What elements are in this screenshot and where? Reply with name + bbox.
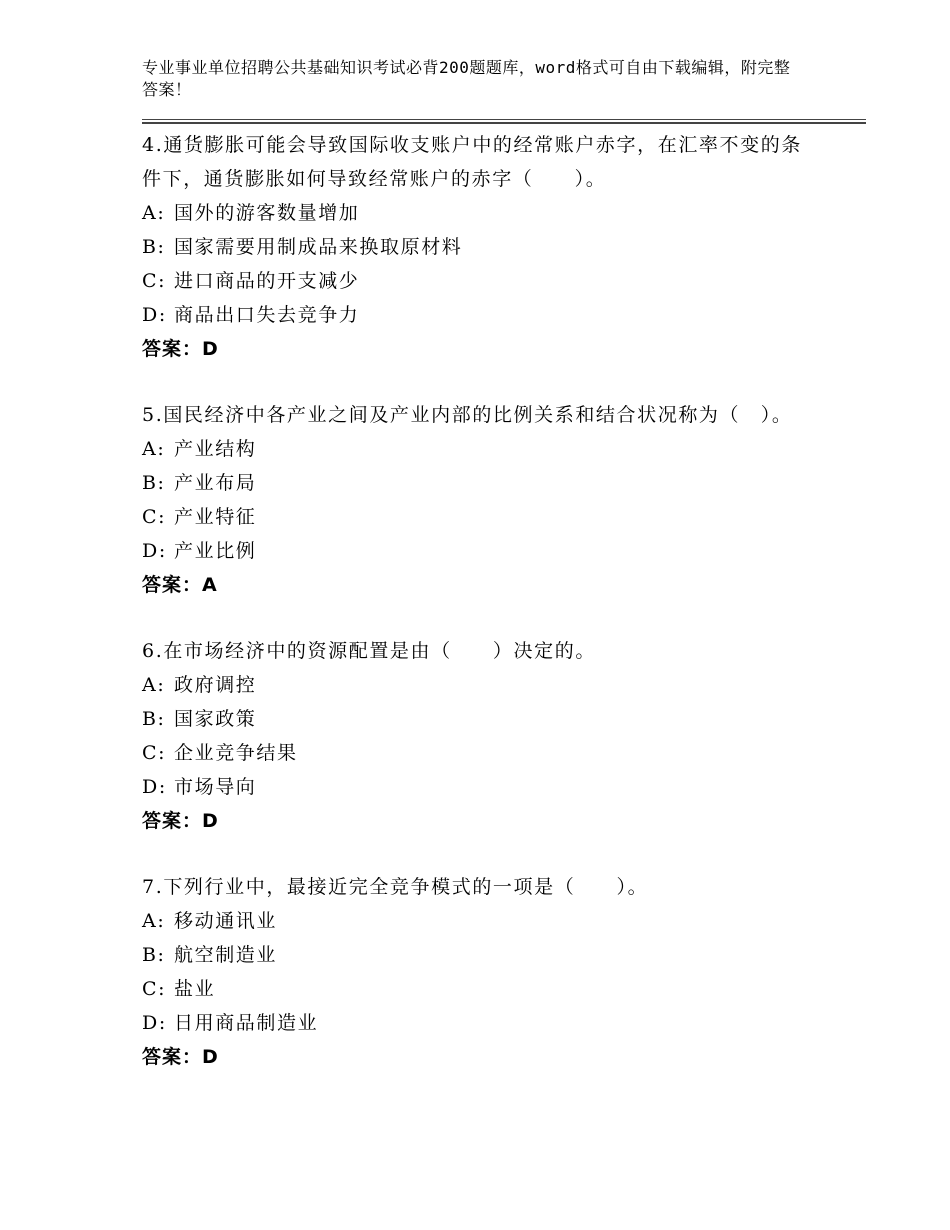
- option-text: 进口商品的开支减少: [174, 270, 360, 292]
- option-letter: D:: [142, 1012, 167, 1034]
- answer-line: [142, 804, 802, 838]
- option-text: 市场导向: [174, 776, 257, 798]
- option-c: [142, 500, 802, 534]
- option-letter: B:: [142, 236, 166, 258]
- option-b: [142, 466, 802, 500]
- option-text: 产业特征: [174, 506, 257, 528]
- answer-line: [142, 332, 802, 366]
- option-letter: C:: [142, 270, 167, 292]
- option-letter: D:: [142, 776, 167, 798]
- answer-value: D: [202, 1046, 219, 1068]
- option-c: [142, 264, 802, 298]
- option-letter: A:: [142, 202, 166, 224]
- question-item: [142, 870, 802, 1074]
- option-letter: B:: [142, 472, 166, 494]
- option-letter: B:: [142, 944, 166, 966]
- option-text: 移动通讯业: [174, 910, 278, 932]
- option-letter: A:: [142, 910, 166, 932]
- option-text: 商品出口失去竞争力: [174, 304, 360, 326]
- question-list: [142, 128, 802, 1106]
- option-letter: D:: [142, 540, 167, 562]
- option-letter: A:: [142, 674, 166, 696]
- option-text: 国外的游客数量增加: [174, 202, 360, 224]
- option-b: [142, 938, 802, 972]
- option-d: [142, 298, 802, 332]
- answer-label: 答案：: [142, 574, 203, 596]
- option-c: [142, 972, 802, 1006]
- option-b: [142, 702, 802, 736]
- option-text: 产业布局: [174, 472, 257, 494]
- option-letter: B:: [142, 708, 166, 730]
- option-b: [142, 230, 802, 264]
- option-letter: D:: [142, 304, 167, 326]
- question-stem: 7.下列行业中，最接近完全竞争模式的一项是（ ）。: [142, 876, 649, 898]
- option-a: [142, 668, 802, 702]
- option-a: [142, 904, 802, 938]
- option-d: [142, 534, 802, 568]
- option-text: 国家需要用制成品来换取原材料: [174, 236, 463, 258]
- answer-line: [142, 1040, 802, 1074]
- answer-value: D: [202, 338, 219, 360]
- answer-label: 答案：: [142, 810, 203, 832]
- option-letter: A:: [142, 438, 166, 460]
- page-header: 专业事业单位招聘公共基础知识考试必背200题题库，word格式可自由下载编辑，附完整答案！: [142, 58, 791, 99]
- option-text: 产业比例: [174, 540, 257, 562]
- answer-label: 答案：: [142, 1046, 203, 1068]
- option-d: [142, 770, 802, 804]
- question-stem: 5.国民经济中各产业之间及产业内部的比例关系和结合状况称为（ ）。: [142, 404, 793, 426]
- option-text: 国家政策: [174, 708, 257, 730]
- option-c: [142, 736, 802, 770]
- option-letter: C:: [142, 978, 167, 1000]
- option-d: [142, 1006, 802, 1040]
- answer-value: A: [202, 574, 218, 596]
- option-letter: C:: [142, 742, 167, 764]
- answer-line: [142, 568, 802, 602]
- option-text: 日用商品制造业: [174, 1012, 319, 1034]
- option-text: 航空制造业: [174, 944, 278, 966]
- option-text: 政府调控: [174, 674, 257, 696]
- question-stem: 6.在市场经济中的资源配置是由（ ）决定的。: [142, 640, 596, 662]
- header-divider: [142, 119, 866, 124]
- answer-value: D: [202, 810, 219, 832]
- option-text: 盐业: [174, 978, 216, 1000]
- option-text: 企业竞争结果: [174, 742, 298, 764]
- answer-label: 答案：: [142, 338, 203, 360]
- option-text: 产业结构: [174, 438, 257, 460]
- option-a: [142, 432, 802, 466]
- question-item: [142, 634, 802, 838]
- question-item: [142, 398, 802, 602]
- question-item: [142, 128, 802, 366]
- question-stem: 4.通货膨胀可能会导致国际收支账户中的经常账户赤字，在汇率不变的条件下，通货膨胀如何导致经常账户的赤字（ ）。: [142, 134, 802, 190]
- option-a: [142, 196, 802, 230]
- option-letter: C:: [142, 506, 167, 528]
